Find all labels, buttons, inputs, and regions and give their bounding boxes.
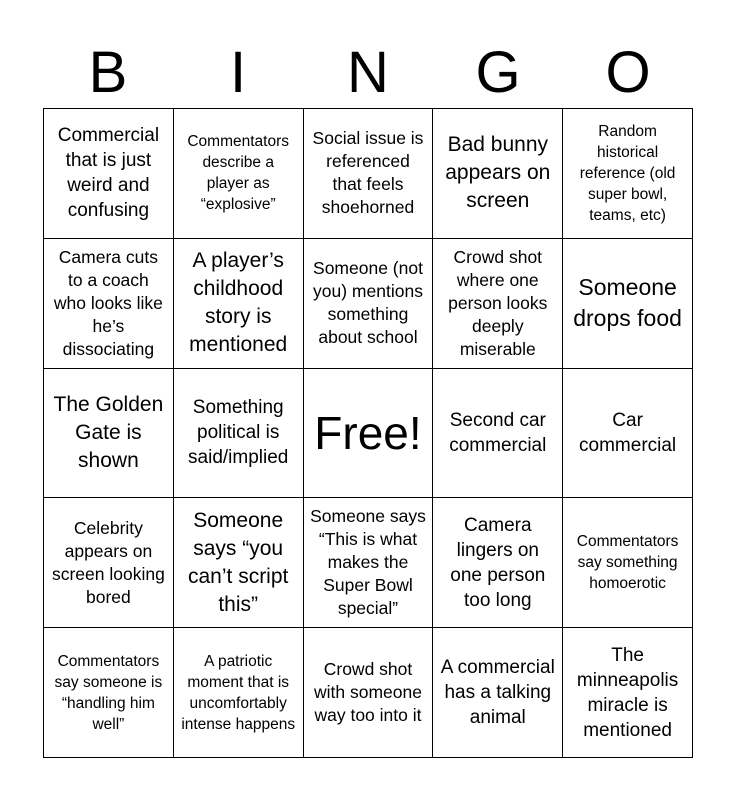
bingo-cell[interactable] bbox=[563, 109, 693, 239]
cell-text: Commentators say something homoerotic bbox=[576, 533, 679, 593]
bingo-cell[interactable] bbox=[563, 628, 693, 758]
cell-text: Commercial that is just weird and confusing bbox=[57, 125, 160, 222]
cell-text: Social issue is referenced that feels shoehorned bbox=[312, 128, 424, 218]
cell-text: A player’s childhood story is mentioned bbox=[189, 249, 288, 357]
cell-text: Car commercial bbox=[579, 409, 677, 456]
bingo-cell[interactable] bbox=[304, 498, 434, 628]
cell-text: Bad bunny appears on screen bbox=[445, 133, 551, 213]
cell-text: Camera cuts to a coach who looks like he’s dissociating bbox=[53, 246, 163, 359]
bingo-cell[interactable] bbox=[563, 498, 693, 628]
bingo-cell[interactable] bbox=[44, 628, 174, 758]
cell-text: Commentators describe a player as “explosive” bbox=[187, 133, 290, 214]
bingo-cell[interactable] bbox=[433, 498, 563, 628]
bingo-cell[interactable] bbox=[44, 109, 174, 239]
cell-text: A patriotic moment that is uncomfortably intense happens bbox=[181, 652, 296, 733]
bingo-cell[interactable] bbox=[433, 239, 563, 369]
cell-text: Someone says “you can’t script this” bbox=[188, 508, 289, 616]
cell-text: Celebrity appears on screen looking bored bbox=[51, 517, 165, 607]
bingo-cell[interactable] bbox=[304, 109, 434, 239]
bingo-cell[interactable] bbox=[433, 109, 563, 239]
bingo-header bbox=[43, 38, 693, 108]
bingo-grid bbox=[43, 108, 693, 758]
bingo-cell[interactable] bbox=[563, 369, 693, 499]
header-letter-g: G bbox=[475, 40, 521, 105]
header-letter-o: O bbox=[605, 40, 651, 105]
bingo-cell[interactable] bbox=[44, 498, 174, 628]
cell-text: Random historical reference (old super bowl, teams, etc) bbox=[579, 122, 676, 224]
cell-text: Camera lingers on one person too long bbox=[450, 514, 546, 611]
cell-text: Someone drops food bbox=[573, 274, 682, 332]
cell-text: Someone says “This is what makes the Super Bowl special” bbox=[310, 506, 426, 619]
cell-text: The minneapolis miracle is mentioned bbox=[576, 644, 679, 741]
header-letter-b: B bbox=[88, 40, 128, 105]
bingo-cell[interactable] bbox=[174, 628, 304, 758]
bingo-cell[interactable] bbox=[433, 628, 563, 758]
cell-text: Crowd shot where one person looks deeply miserable bbox=[448, 246, 548, 359]
cell-text: The Golden Gate is shown bbox=[53, 392, 164, 472]
cell-text: Second car commercial bbox=[449, 409, 547, 456]
free-space-text: Free! bbox=[314, 406, 422, 459]
header-letter-n: N bbox=[347, 40, 389, 105]
cell-text: Crowd shot with someone way too into it bbox=[314, 659, 422, 726]
bingo-cell[interactable] bbox=[44, 239, 174, 369]
bingo-cell[interactable] bbox=[174, 369, 304, 499]
bingo-cell[interactable] bbox=[563, 239, 693, 369]
bingo-cell[interactable] bbox=[304, 239, 434, 369]
bingo-cell[interactable] bbox=[44, 369, 174, 499]
cell-text: A commercial has a talking animal bbox=[440, 657, 555, 729]
bingo-cell[interactable] bbox=[433, 369, 563, 499]
bingo-cell[interactable] bbox=[304, 628, 434, 758]
bingo-cell[interactable] bbox=[174, 498, 304, 628]
cell-text: Someone (not you) mentions something about school bbox=[313, 258, 423, 348]
cell-text: Commentators say someone is “handling him well” bbox=[54, 652, 163, 733]
bingo-cell[interactable] bbox=[174, 109, 304, 239]
bingo-cell[interactable] bbox=[174, 239, 304, 369]
cell-text: Something political is said/implied bbox=[188, 397, 289, 469]
header-letter-i: I bbox=[229, 40, 247, 105]
free-space-cell[interactable] bbox=[304, 369, 434, 499]
